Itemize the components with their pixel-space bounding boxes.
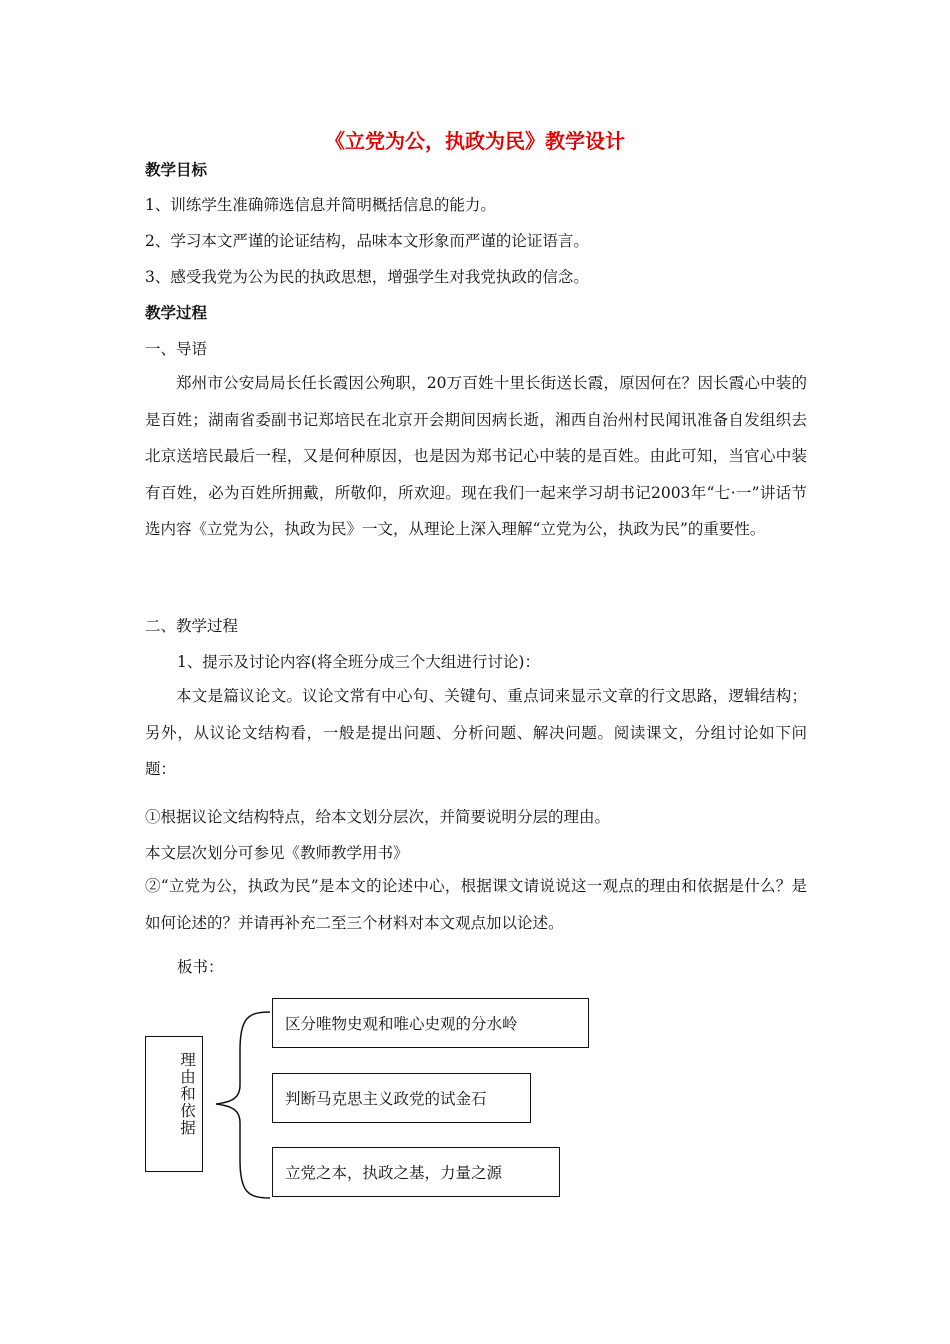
diagram-branch-1	[272, 998, 589, 1048]
diagram-branch-2	[272, 1073, 531, 1123]
diagram-branch-3	[272, 1147, 560, 1197]
goal-item-2: 2、学习本文严谨的论证结构，品味本文形象而严谨的论证语言。	[145, 232, 589, 250]
question-1-note: 本文层次划分可参见《教师教学用书》	[145, 844, 409, 862]
diagram-branch-2-label: 判断马克思主义政党的试金石	[285, 1090, 487, 1108]
step1-heading: 1、提示及讨论内容(将全班分成三个大组进行讨论)：	[177, 653, 540, 671]
intro-paragraph: 郑州市公安局局长任长霞因公殉职，20万百姓十里长街送长霞，原因何在？因长霞心中装的是百姓；湖南省委副书记郑培民在北京开会期间因病长逝，湘西自治州村民闻讯准备自发组织去北京送培民最后一程，又是何种原因，也是因为郑书记心中装的是百姓。由此可知，当官心中装有百姓，必为百姓所拥戴，所敬仰，所欢迎。现在我们一起来学习胡书记2003年“七·一”讲话节选内容《立党为公，执政为民》一文，从理论上深入理解“立党为公，执政为民”的重要性。	[145, 374, 807, 538]
section-heading-process: 教学过程	[145, 304, 208, 322]
part1-heading: 一、导语	[145, 340, 208, 358]
curly-brace-icon	[210, 1010, 274, 1200]
section-heading-goals: 教学目标	[145, 161, 208, 179]
diagram-branch-3-label: 立党之本，执政之基，力量之源	[285, 1164, 503, 1182]
goal-item-3: 3、感受我党为公为民的执政思想，增强学生对我党执政的信念。	[145, 268, 589, 286]
question-1: ①根据议论文结构特点，给本文划分层次，并简要说明分层的理由。	[145, 808, 611, 826]
part2-heading: 二、教学过程	[145, 617, 239, 635]
diagram-root-box	[145, 1036, 203, 1172]
diagram-root-label: 理由和依据	[180, 1051, 196, 1137]
step1-paragraph: 本文是篇议论文。议论文常有中心句、关键句、重点词来显示文章的行文思路，逻辑结构；另外，从议论文结构看，一般是提出问题、分析问题、解决问题。阅读课文，分组讨论如下问题：	[145, 687, 807, 778]
board-label: 板书：	[177, 958, 224, 976]
diagram-branch-1-label: 区分唯物史观和唯心史观的分水岭	[285, 1015, 518, 1033]
question-2: ②“立党为公，执政为民”是本文的论述中心，根据课文请说说这一观点的理由和依据是什么？是如何论述的？并请再补充二至三个材料对本文观点加以论述。	[145, 877, 807, 932]
goal-item-1: 1、训练学生准确筛选信息并简明概括信息的能力。	[145, 196, 496, 214]
document-title: 《立党为公，执政为民》教学设计	[325, 129, 625, 153]
